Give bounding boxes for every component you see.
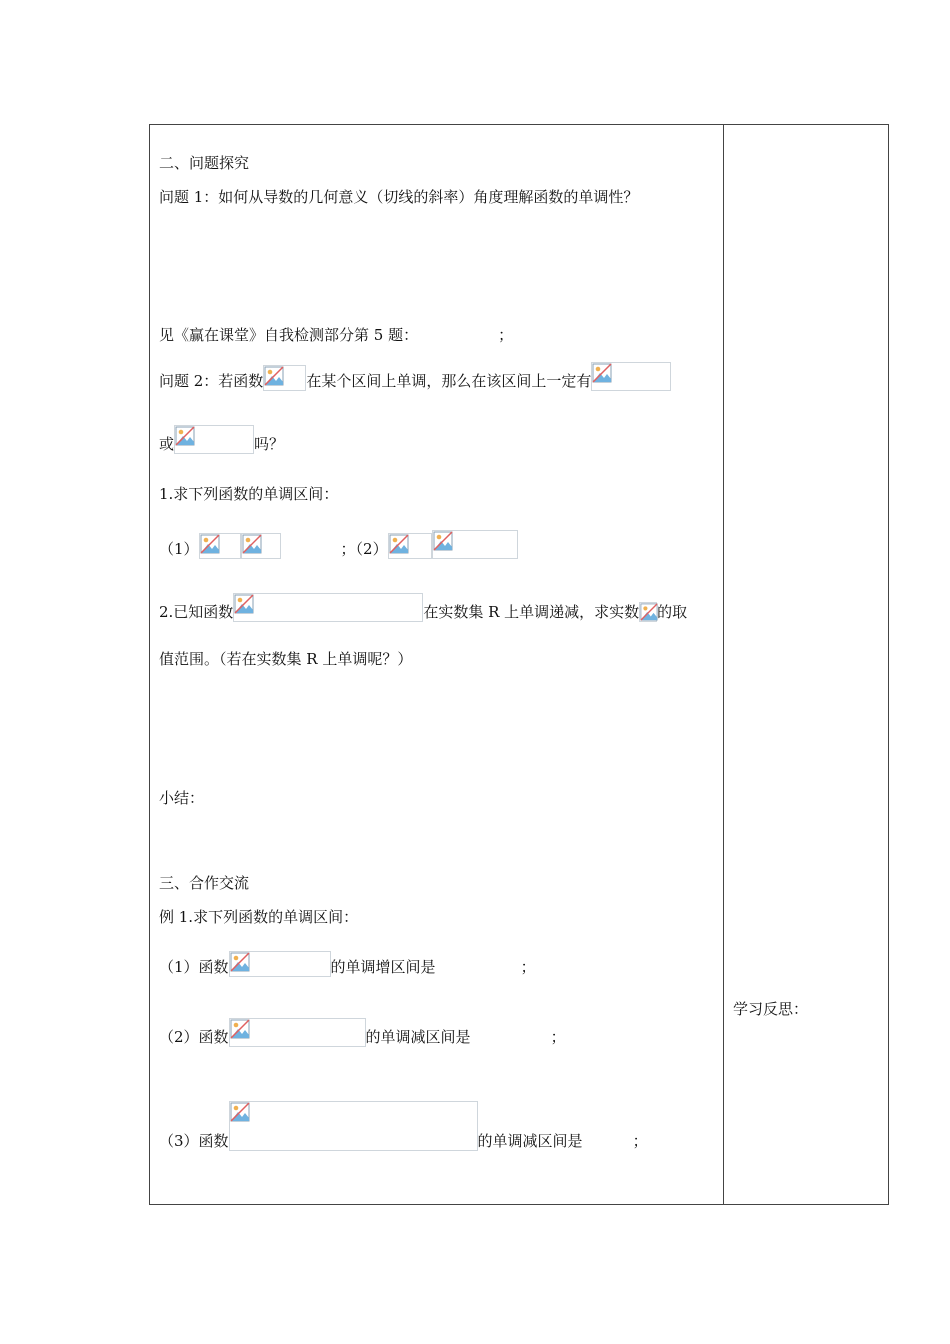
example-1-title: 例 1.求下列函数的单调区间： bbox=[159, 908, 359, 926]
example-item-1 bbox=[159, 951, 536, 977]
broken-image-icon bbox=[200, 534, 220, 554]
item2-text-b: 的单调减区间是 bbox=[365, 1028, 471, 1046]
broken-image-icon bbox=[433, 531, 453, 551]
ex2-text-c: 的取 bbox=[657, 603, 688, 621]
reference-text: 见《赢在课堂》自我检测部分第 5 题： bbox=[159, 326, 419, 344]
broken-image-icon bbox=[230, 1102, 250, 1122]
ex2-text-b: 在实数集 R 上单调递减，求实数 bbox=[423, 603, 640, 621]
question-2-line-2 bbox=[159, 425, 284, 454]
formula-image bbox=[388, 533, 432, 559]
q2-text-b: 在某个区间上单调，那么在该区间上一定有 bbox=[306, 372, 592, 390]
broken-image-icon bbox=[242, 534, 262, 554]
column-divider bbox=[723, 125, 724, 1204]
broken-image-icon bbox=[234, 594, 254, 614]
formula-image bbox=[241, 533, 281, 559]
example-item-2 bbox=[159, 1018, 566, 1047]
question-1: 问题 1：如何从导数的几何意义（切线的斜率）角度理解函数的单调性？ bbox=[159, 188, 639, 206]
example-item-3 bbox=[159, 1101, 648, 1151]
broken-image-icon bbox=[640, 603, 658, 621]
question-2-line-1 bbox=[159, 362, 671, 391]
formula-image bbox=[199, 533, 241, 559]
formula-image bbox=[174, 425, 254, 454]
ex1-part-1: （1） bbox=[159, 540, 199, 558]
formula-image bbox=[229, 1018, 366, 1047]
broken-image-icon bbox=[389, 534, 409, 554]
item3-text-a: （3）函数 bbox=[159, 1132, 229, 1150]
semicolon: ； bbox=[520, 958, 536, 976]
formula-image bbox=[229, 951, 331, 977]
broken-image-icon bbox=[175, 426, 195, 446]
ex2-text-a: 2.已知函数 bbox=[159, 603, 234, 621]
exercise-1-items bbox=[159, 530, 518, 559]
worksheet-table bbox=[149, 124, 889, 1205]
broken-image-icon bbox=[264, 366, 284, 386]
semicolon: ； bbox=[498, 326, 514, 344]
section2-heading: 二、问题探究 bbox=[159, 154, 250, 172]
reference-line bbox=[159, 325, 513, 345]
item2-text-a: （2）函数 bbox=[159, 1028, 229, 1046]
item1-text-a: （1）函数 bbox=[159, 958, 229, 976]
section3-heading: 三、合作交流 bbox=[159, 874, 250, 892]
broken-image-icon bbox=[230, 952, 250, 972]
q2-text-d: 吗？ bbox=[254, 435, 285, 453]
q2-text-a: 问题 2：若函数 bbox=[159, 372, 264, 390]
summary-label: 小结： bbox=[159, 789, 205, 807]
semicolon: ； bbox=[550, 1028, 566, 1046]
exercise-2-line-2: 值范围。（若在实数集 R 上单调呢？） bbox=[159, 650, 413, 668]
exercise-2-line-1 bbox=[159, 593, 687, 622]
formula-image bbox=[639, 602, 657, 622]
item1-text-b: 的单调增区间是 bbox=[330, 958, 436, 976]
formula-image bbox=[263, 365, 306, 391]
reflection-label: 学习反思： bbox=[733, 1000, 809, 1018]
q2-text-c: 或 bbox=[159, 435, 175, 453]
formula-image bbox=[591, 362, 671, 391]
semicolon: ； bbox=[632, 1132, 648, 1150]
exercise-1-title: 1.求下列函数的单调区间： bbox=[159, 485, 339, 503]
broken-image-icon bbox=[592, 363, 612, 383]
formula-image bbox=[432, 530, 518, 559]
formula-image bbox=[233, 593, 423, 622]
ex1-part-2: ；（2） bbox=[340, 540, 388, 558]
formula-image bbox=[229, 1101, 478, 1151]
item3-text-b: 的单调减区间是 bbox=[477, 1132, 583, 1150]
broken-image-icon bbox=[230, 1019, 250, 1039]
